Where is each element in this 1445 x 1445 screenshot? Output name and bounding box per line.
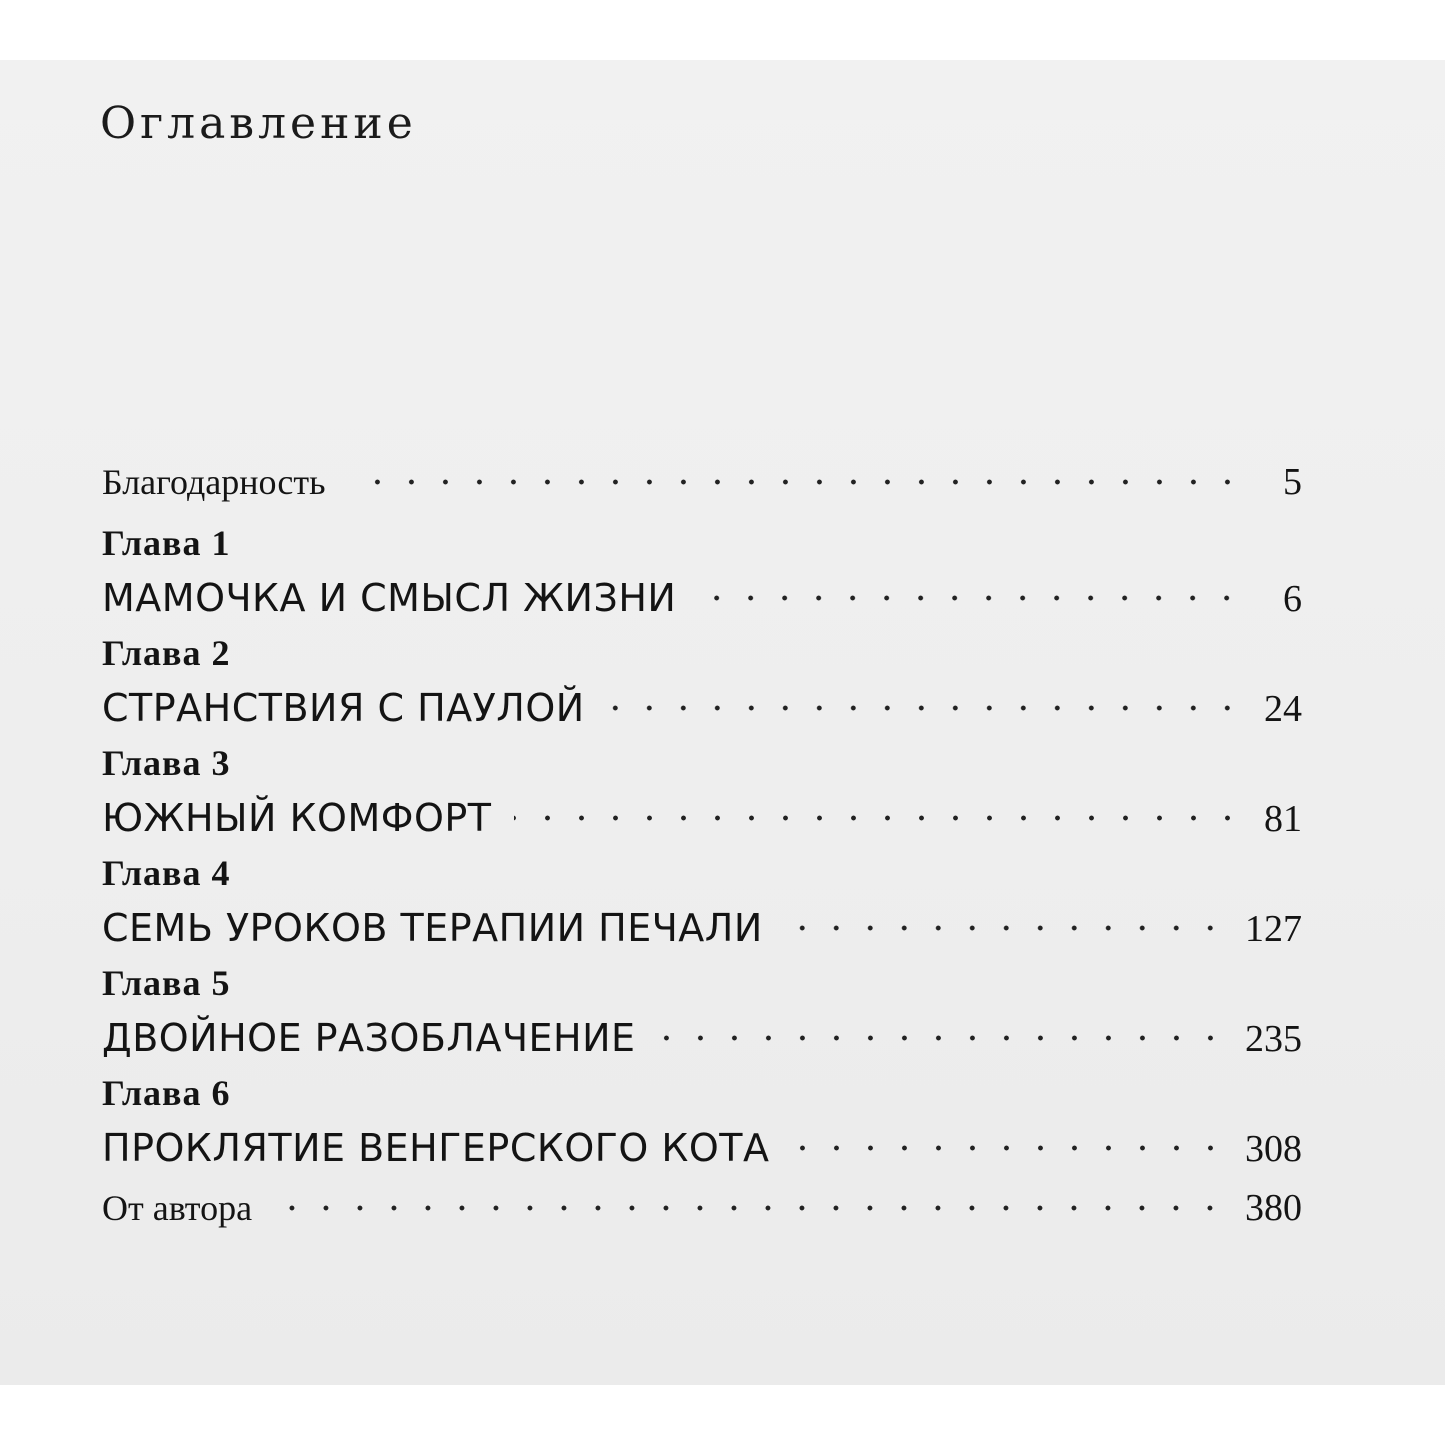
page-number: 127 — [1245, 908, 1302, 950]
chapter-label: Глава 6 — [102, 1073, 231, 1113]
chapter-label: Глава 1 — [102, 523, 231, 563]
toc-line — [102, 568, 1302, 628]
toc-line — [102, 1178, 1302, 1238]
table-of-contents — [102, 446, 1302, 1238]
page-number: 6 — [1283, 578, 1302, 620]
chapter-label: Глава 4 — [102, 853, 231, 893]
entry-title: От автора — [102, 1188, 253, 1228]
toc-line — [102, 1118, 1302, 1178]
chapter-label: Глава 5 — [102, 963, 231, 1003]
page-number: 380 — [1245, 1187, 1302, 1229]
page-number: 308 — [1245, 1128, 1302, 1170]
entry-title: СТРАНСТВИЯ С ПАУЛОЙ — [102, 686, 585, 730]
toc-entry-chapter-3 — [102, 738, 1302, 848]
toc-line — [102, 446, 1302, 518]
entry-title: ДВОЙНОЕ РАЗОБЛАЧЕНИЕ — [102, 1016, 636, 1060]
entry-title: ПРОКЛЯТИЕ ВЕНГЕРСКОГО КОТА — [102, 1126, 770, 1170]
dot-leader — [792, 1145, 1227, 1151]
toc-entry-acknowledgements — [102, 446, 1302, 518]
toc-line — [102, 788, 1302, 848]
toc-entry-chapter-5 — [102, 958, 1302, 1068]
dot-leader — [658, 1035, 1227, 1041]
entry-title: ЮЖНЫЙ КОМФОРТ — [102, 796, 492, 840]
entry-title: МАМОЧКА И СМЫСЛ ЖИЗНИ — [102, 576, 677, 620]
entry-title: Благодарность — [102, 462, 326, 502]
page-title: Оглавление — [100, 98, 417, 149]
toc-entry-chapter-4 — [102, 848, 1302, 958]
chapter-label: Глава 3 — [102, 743, 231, 783]
entry-title: СЕМЬ УРОКОВ ТЕРАПИИ ПЕЧАЛИ — [102, 906, 763, 950]
toc-entry-chapter-2 — [102, 628, 1302, 738]
dot-leader — [698, 595, 1244, 601]
dot-leader — [274, 1205, 1227, 1211]
toc-entry-chapter-1 — [102, 518, 1302, 628]
chapter-label: Глава 2 — [102, 633, 231, 673]
page-number: 81 — [1264, 798, 1302, 840]
dot-leader — [348, 479, 1244, 485]
toc-line — [102, 898, 1302, 958]
page-number: 235 — [1245, 1018, 1302, 1060]
dot-leader — [607, 705, 1244, 711]
page-number: 24 — [1264, 688, 1302, 730]
toc-line — [102, 1008, 1302, 1068]
toc-line — [102, 678, 1302, 738]
dot-leader — [785, 925, 1227, 931]
book-page — [0, 60, 1445, 1385]
dot-leader — [514, 815, 1245, 821]
page-number: 5 — [1283, 461, 1302, 503]
toc-entry-chapter-6 — [102, 1068, 1302, 1178]
toc-entry-afterword — [102, 1178, 1302, 1238]
